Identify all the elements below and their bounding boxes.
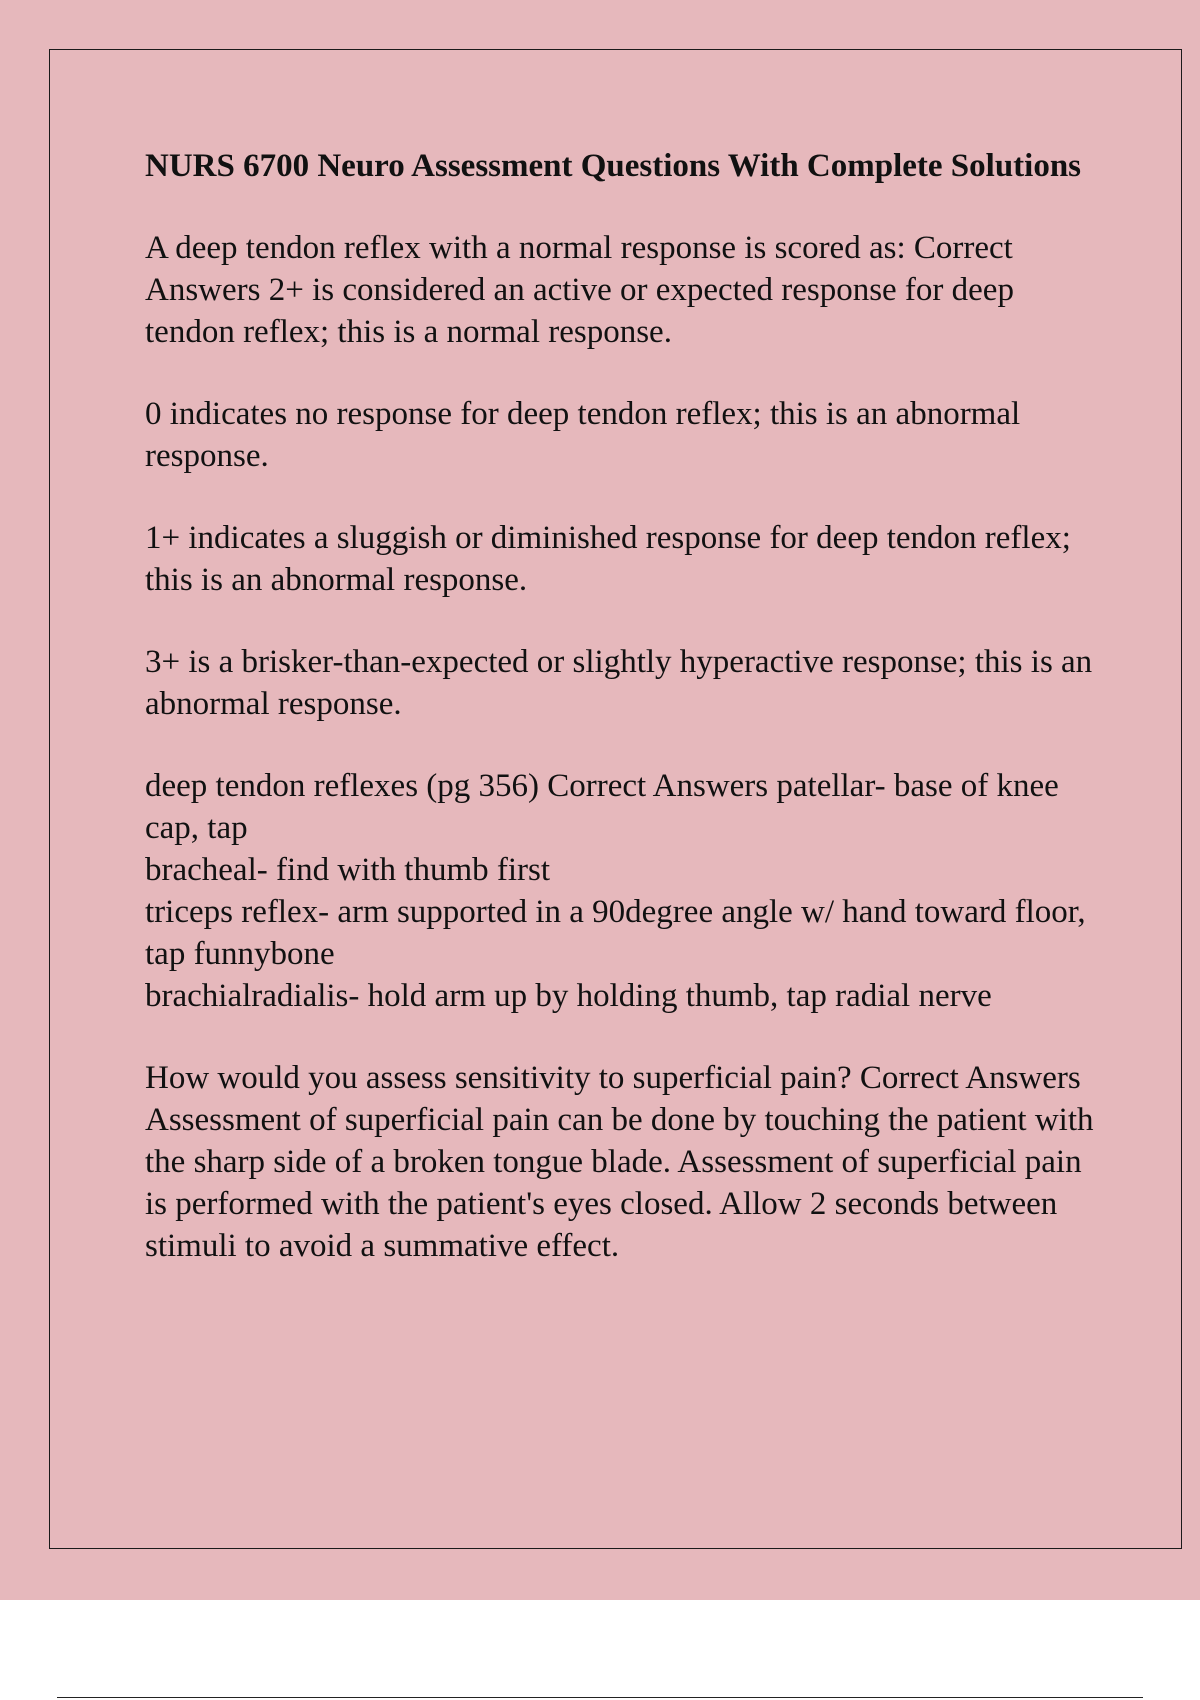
paragraph-dtr-sites: deep tendon reflexes (pg 356) Correct Answers patellar- base of knee cap, tap bracheal- find with thumb first triceps reflex- arm supported in a 90degree angle w/ hand toward floor, tap funnybone brachialradialis- hold arm up by holding thumb, tap radial nerve	[145, 768, 1086, 1014]
paragraph-dtr-normal-score: A deep tendon reflex with a normal response is scored as: Correct Answers 2+ is considered an active or expected response for deep tendon reflex; this is a normal response.	[145, 230, 1014, 350]
paragraph-superficial-pain: How would you assess sensitivity to superficial pain? Correct Answers Assessment of superficial pain can be done by touching the patient with the sharp side of a broken tongue blade. Assessment of superficial pain is performed with the patient's eyes closed. Allow 2 seconds between stimuli to avoid a summative effect.	[145, 1060, 1094, 1264]
footer-divider	[57, 1697, 1143, 1698]
paragraph-dtr-one-plus: 1+ indicates a sluggish or diminished response for deep tendon reflex; this is an abnormal response.	[145, 520, 1071, 598]
document-title: NURS 6700 Neuro Assessment Questions With Complete Solutions	[145, 148, 1082, 184]
document-body	[145, 145, 1105, 1307]
paragraph-dtr-three-plus: 3+ is a brisker-than-expected or slightly hyperactive response; this is an abnormal response.	[145, 644, 1093, 722]
paragraph-dtr-zero: 0 indicates no response for deep tendon reflex; this is an abnormal response.	[145, 396, 1021, 474]
